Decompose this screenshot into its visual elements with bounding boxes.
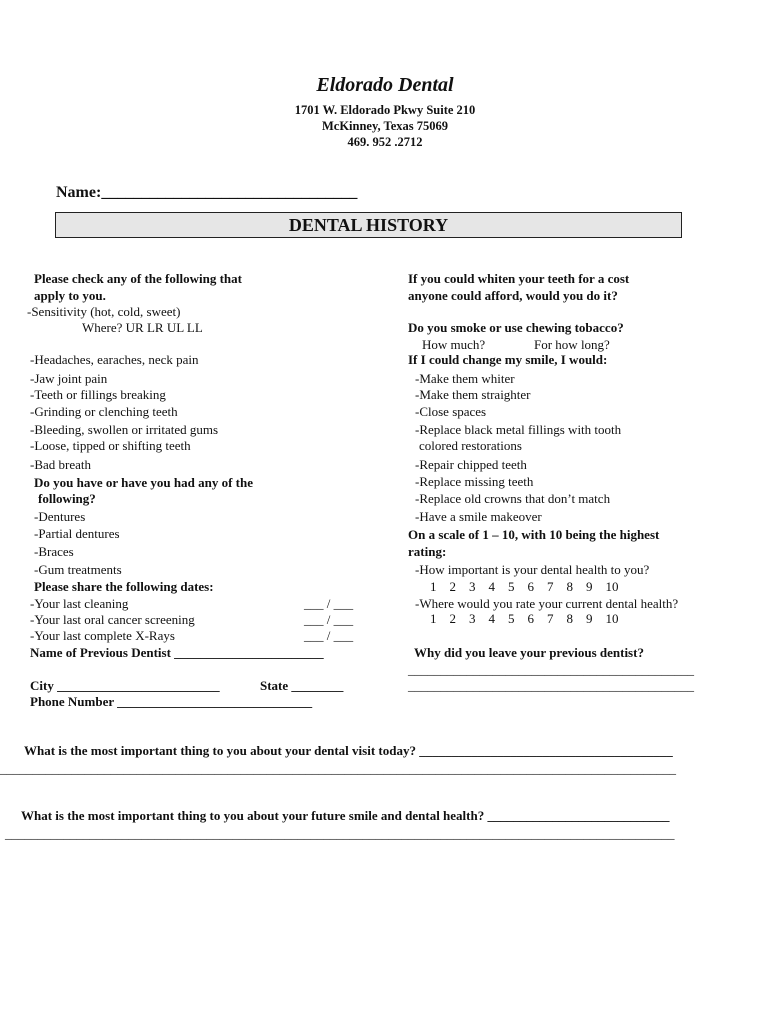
list-item[interactable]: -Replace black metal fillings with tooth	[415, 422, 622, 437]
rating-scale[interactable]: 1 2 3 4 5 6 7 8 9 10	[430, 611, 619, 626]
list-item[interactable]: -Grinding or clenching teeth	[30, 404, 178, 419]
list-item[interactable]: -Gum treatments	[34, 562, 122, 577]
importance-question: -How important is your dental health to you?	[415, 562, 650, 577]
visit-priority-line[interactable]: ________________________________________________________________________________________________________	[0, 761, 676, 776]
state-field[interactable]: State ________	[260, 678, 344, 693]
list-item[interactable]: -Partial dentures	[34, 526, 120, 541]
list-item[interactable]: -Replace old crowns that don’t match	[415, 491, 611, 506]
list-item[interactable]: -Bad breath	[30, 457, 92, 472]
why-leave-line-2[interactable]: ____________________________________________	[408, 678, 694, 693]
importance-scale[interactable]: 1 2 3 4 5 6 7 8 9 10	[430, 579, 619, 594]
list-item[interactable]: -Bleeding, swollen or irritated gums	[30, 422, 219, 437]
had-prompt: Do you have or have you had any of the	[34, 475, 253, 490]
scale-prompt: On a scale of 1 – 10, with 10 being the highest	[408, 527, 660, 542]
change-smile-prompt: If I could change my smile, I would:	[408, 352, 608, 367]
list-item[interactable]: -Make them straighter	[415, 387, 531, 402]
list-item[interactable]: -Replace missing teeth	[415, 474, 534, 489]
list-item[interactable]: -Headaches, earaches, neck pain	[30, 352, 199, 367]
whiten-question-2: anyone could afford, would you do it?	[408, 288, 618, 303]
list-item[interactable]: -Make them whiter	[415, 371, 515, 386]
phone-number-field[interactable]: Phone Number ______________________________	[30, 694, 313, 709]
list-item[interactable]: -Loose, tipped or shifting teeth	[30, 438, 191, 453]
practice-phone: 469. 952 .2712	[347, 135, 423, 149]
address-line-1: 1701 W. Eldorado Pkwy Suite 210	[294, 103, 476, 117]
date-label: -Your last cleaning	[30, 596, 129, 611]
name-field[interactable]	[56, 184, 357, 202]
list-item-continued: colored restorations	[419, 438, 522, 453]
list-item[interactable]: -Have a smile makeover	[415, 509, 542, 524]
why-leave-line-1[interactable]: ____________________________________________	[408, 662, 694, 677]
list-item[interactable]: -Dentures	[34, 509, 86, 524]
address-line-2: McKinney, Texas 75069	[321, 119, 449, 133]
date-blank[interactable]: ___ / ___	[304, 628, 354, 643]
whiten-question: If you could whiten your teeth for a cost	[408, 271, 630, 286]
previous-dentist-field[interactable]: Name of Previous Dentist _______________________	[30, 645, 324, 660]
future-smile-question[interactable]: What is the most important thing to you about your future smile and dental health? ____________________________	[21, 808, 670, 823]
sensitivity-where: Where? UR LR UL LL	[82, 320, 203, 335]
sensitivity-item[interactable]: -Sensitivity (hot, cold, sweet)	[27, 304, 181, 319]
check-prompt-2: apply to you.	[34, 288, 106, 303]
list-item[interactable]: -Repair chipped teeth	[415, 457, 527, 472]
date-label: -Your last complete X-Rays	[30, 628, 175, 643]
date-label: -Your last oral cancer screening	[30, 612, 195, 627]
rating-question: -Where would you rate your current dental health?	[415, 596, 679, 611]
city-field[interactable]: City _________________________	[30, 678, 220, 693]
smoke-question: Do you smoke or use chewing tobacco?	[408, 320, 624, 335]
check-prompt: Please check any of the following that	[34, 271, 242, 286]
list-item[interactable]: -Jaw joint pain	[30, 371, 108, 386]
list-item[interactable]: -Teeth or fillings breaking	[30, 387, 166, 402]
how-much-field[interactable]: How much?	[422, 337, 486, 352]
section-title: DENTAL HISTORY	[55, 212, 682, 238]
name-label: Name:	[56, 184, 102, 201]
had-prompt-2: following?	[38, 491, 96, 506]
dates-prompt: Please share the following dates:	[34, 579, 214, 594]
list-item[interactable]: -Braces	[34, 544, 74, 559]
practice-name: Eldorado Dental	[316, 74, 454, 96]
date-blank[interactable]: ___ / ___	[304, 612, 354, 627]
list-item[interactable]: -Close spaces	[415, 404, 487, 419]
scale-prompt-2: rating:	[408, 544, 447, 559]
visit-priority-question[interactable]: What is the most important thing to you about your dental visit today? _______________________________________	[24, 743, 673, 758]
how-long-field[interactable]: For how long?	[534, 337, 610, 352]
date-blank[interactable]: ___ / ___	[304, 596, 354, 611]
name-blank[interactable]: ________________________________	[101, 184, 358, 201]
future-smile-line[interactable]: _______________________________________________________________________________________________________	[5, 826, 675, 841]
why-leave-question: Why did you leave your previous dentist?	[414, 645, 644, 660]
